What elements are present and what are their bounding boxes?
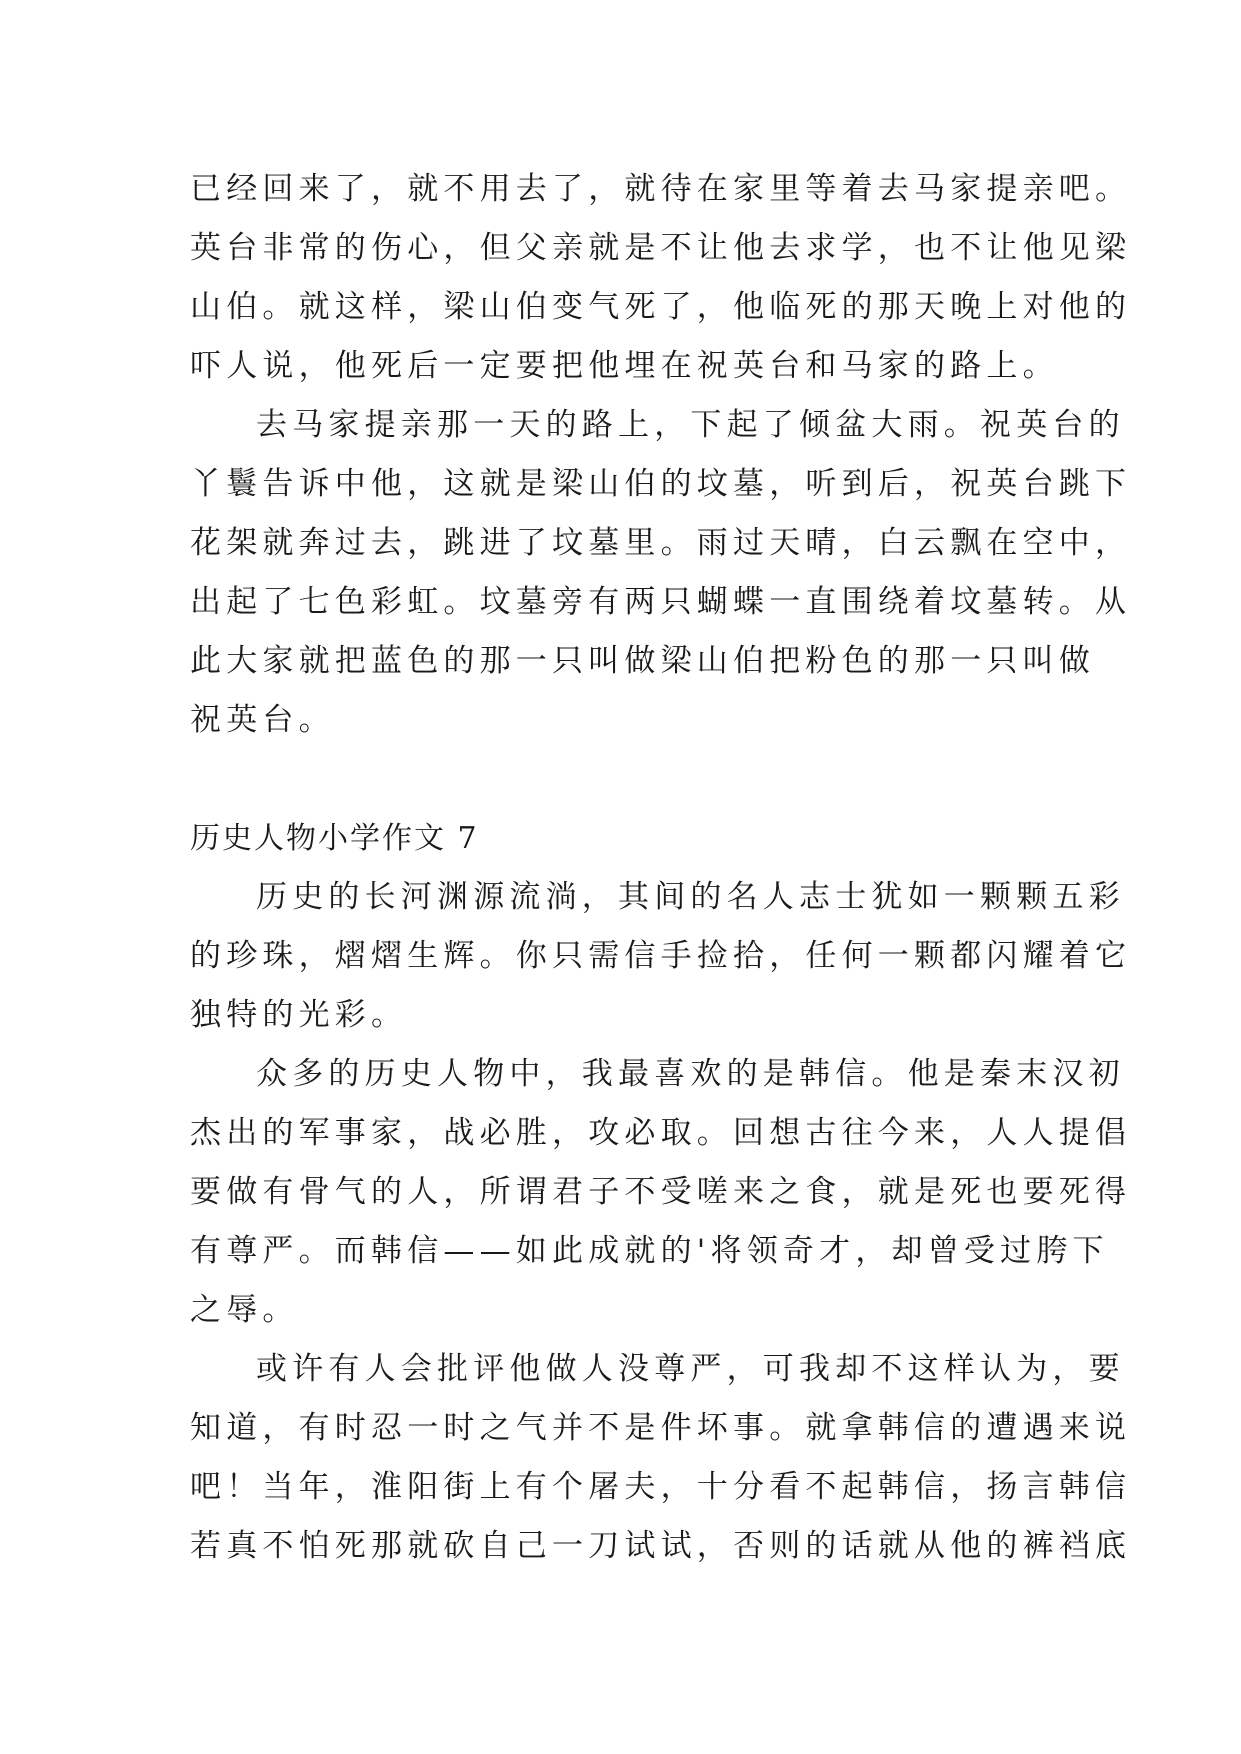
- text-line: 杰出的军事家，战必胜，攻必取。回想古往今来，人人提倡: [190, 1115, 1132, 1151]
- text-line: 去马家提亲那一天的路上，下起了倾盆大雨。祝英台的: [256, 407, 1125, 443]
- text-line: 之辱。: [190, 1292, 299, 1328]
- text-line: 独特的光彩。: [190, 997, 408, 1033]
- text-line: 吓人说，他死后一定要把他埋在祝英台和马家的路上。: [190, 348, 1059, 384]
- text-line: 或许有人会批评他做人没尊严，可我却不这样认为，要: [256, 1351, 1125, 1387]
- text-line: 此大家就把蓝色的那一只叫做梁山伯把粉色的那一只叫做: [190, 643, 1095, 679]
- text-line: 众多的历史人物中，我最喜欢的是韩信。他是秦末汉初: [256, 1056, 1125, 1092]
- text-line: 花架就奔过去，跳进了坟墓里。雨过天晴，白云飘在空中，: [190, 525, 1132, 561]
- text-line: 出起了七色彩虹。坟墓旁有两只蝴蝶一直围绕着坟墓转。从: [190, 584, 1132, 620]
- section-heading: 历史人物小学作文 7: [190, 821, 479, 856]
- text-line: 历史的长河渊源流淌，其间的名人志士犹如一颗颗五彩: [256, 879, 1125, 915]
- text-line: 的珍珠，熠熠生辉。你只需信手捡拾，任何一颗都闪耀着它: [190, 938, 1132, 974]
- text-line: 山伯。就这样，梁山伯变气死了，他临死的那天晚上对他的: [190, 289, 1132, 325]
- text-line: 要做有骨气的人，所谓君子不受嗟来之食，就是死也要死得: [190, 1174, 1132, 1210]
- text-line: 吧！当年，淮阳街上有个屠夫，十分看不起韩信，扬言韩信: [190, 1469, 1132, 1505]
- document-page: [190, 160, 1132, 1576]
- paragraph-gap: [190, 750, 1070, 809]
- text-line: 丫鬟告诉中他，这就是梁山伯的坟墓，听到后，祝英台跳下: [190, 466, 1132, 502]
- text-line: 知道，有时忍一时之气并不是件坏事。就拿韩信的遭遇来说: [190, 1410, 1132, 1446]
- text-line: 祝英台。: [190, 702, 335, 738]
- text-line: 若真不怕死那就砍自己一刀试试，否则的话就从他的裤裆底: [190, 1528, 1132, 1564]
- text-line: 英台非常的伤心，但父亲就是不让他去求学，也不让他见梁: [190, 230, 1132, 266]
- text-line: 有尊严。而韩信——如此成就的'将领奇才，却曾受过胯下: [190, 1233, 1109, 1269]
- text-line: 已经回来了，就不用去了，就待在家里等着去马家提亲吧。: [190, 171, 1132, 207]
